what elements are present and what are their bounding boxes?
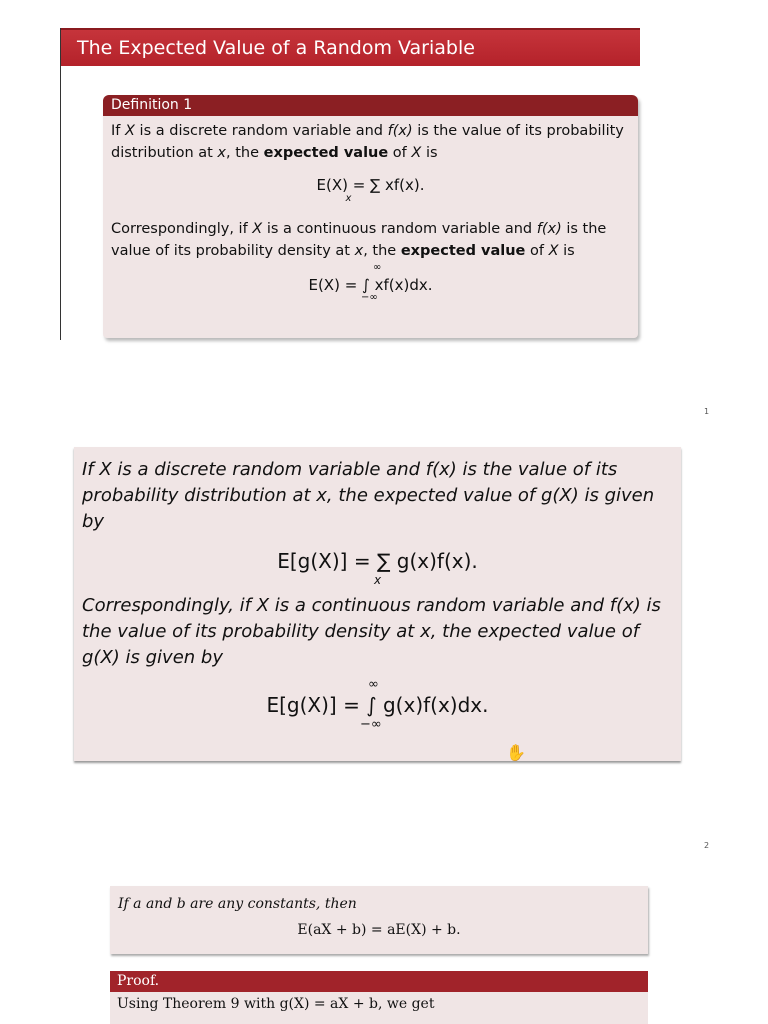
formula-expected-discrete: E(X) = ∑ xf(x). x (316, 176, 425, 204)
hand-cursor-icon: ✋ (506, 743, 526, 762)
proof-text: Using Theorem 9 with g(X) = aX + b, we get (117, 996, 435, 1012)
theorem-formula: E(aX + b) = aE(X) + b. (297, 922, 461, 938)
definition-block (103, 95, 638, 338)
slide-2 (74, 447, 681, 761)
formula-expected-g-discrete: E[g(X)] = ∑ g(x)f(x). x (277, 549, 478, 587)
page-number-1: 1 (704, 407, 710, 416)
page-number-2: 2 (704, 841, 710, 850)
slide2-paragraph-2: Correspondingly, if X is a continuous random variable and f(x) is the value of its probability density at x, the expected value of g(X) is given by (82, 595, 661, 668)
formula-expected-continuous: ∞ E(X) = ∫ xf(x)dx. −∞ (308, 262, 433, 303)
slide2-paragraph-1: If X is a discrete random variable and f(x) is the value of its probability distribution at x, the expected value of g(X) is given by (82, 459, 655, 532)
definition-paragraph-2: Correspondingly, if X is a continuous random variable and f(x) is the value of its probability density at x, the expected value of X is (111, 221, 607, 259)
definition-label: Definition 1 (103, 95, 638, 116)
theorem-block (110, 886, 648, 954)
proof-label: Proof. (110, 971, 648, 992)
definition-paragraph-1: If X is a discrete random variable and f(x) is the value of its probability distribution at x, the expected value of X is (111, 123, 624, 161)
theorem-text: If a and b are any constants, then (118, 896, 357, 912)
slide-1 (60, 28, 641, 340)
slide-title: The Expected Value of a Random Variable (61, 28, 640, 66)
proof-block (110, 992, 648, 1024)
formula-expected-g-continuous: ∞ E[g(X)] = ∫ g(x)f(x)dx. −∞ (266, 677, 489, 732)
